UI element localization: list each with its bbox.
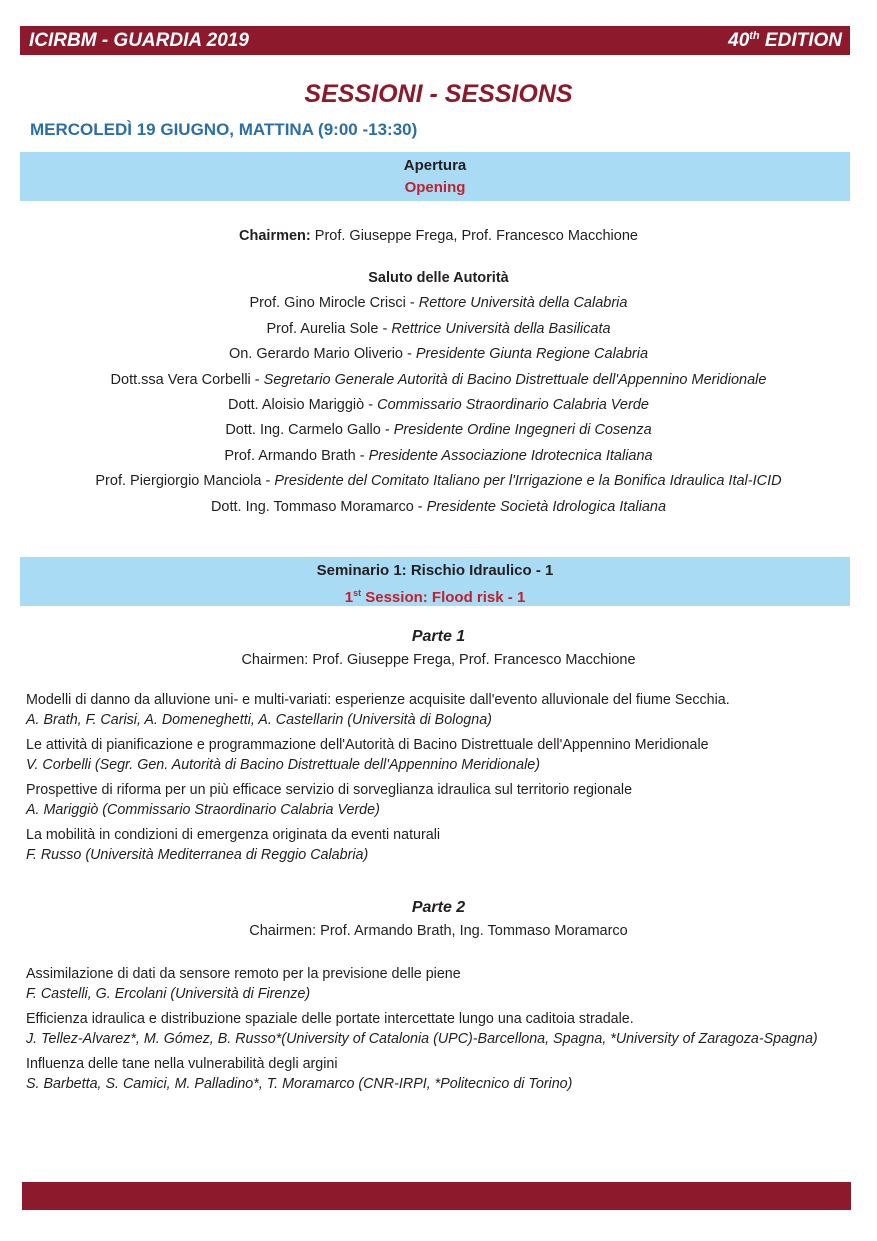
authority-item	[0, 495, 877, 520]
opening-title-it: Apertura	[403, 157, 467, 174]
authority-item	[0, 418, 877, 443]
authority-name: Prof. Aurelia Sole -	[266, 320, 392, 337]
edition-label: 40th EDITION	[728, 29, 842, 51]
talk-item	[26, 690, 856, 730]
authority-item	[0, 393, 877, 418]
authority-name: Dott. Aloisio Mariggiò -	[228, 396, 378, 413]
part2-talks	[26, 964, 856, 1099]
talk-title: Le attività di pianificazione e programmazione dell'Autorità di Bacino Distrettuale dell'Appennino Meridionale	[26, 737, 709, 753]
authority-role: Presidente Giunta Regione Calabria	[415, 346, 649, 363]
authorities-block	[0, 266, 877, 520]
talk-title: Efficienza idraulica e distribuzione spaziale delle portate intercettate lungo una caditoia stradale.	[26, 1011, 634, 1027]
authority-item	[0, 317, 877, 342]
talk-title: La mobilità in condizioni di emergenza originata da eventi naturali	[26, 827, 441, 843]
talk-item	[26, 1054, 856, 1094]
authority-item	[0, 444, 877, 469]
talk-item	[26, 964, 856, 1004]
authority-name: Prof. Piergiorgio Manciola -	[95, 473, 275, 490]
talk-authors: V. Corbelli (Segr. Gen. Autorità di Bacino Distrettuale dell'Appennino Meridionale)	[26, 757, 540, 773]
talk-title: Assimilazione di dati da sensore remoto per la previsione delle piene	[26, 966, 461, 982]
talk-authors: A. Mariggiò (Commissario Straordinario Calabria Verde)	[26, 802, 380, 818]
authority-role: Segretario Generale Autorità di Bacino Distrettuale dell'Appennino Meridionale	[263, 371, 767, 388]
opening-title-en: Opening	[404, 179, 466, 196]
authority-name: Dott. Ing. Carmelo Gallo -	[225, 422, 394, 439]
authority-name: Prof. Gino Mirocle Crisci -	[249, 295, 419, 312]
authority-role: Rettore Università della Calabria	[418, 295, 628, 312]
seminar-title-en: 1st Session: Flood risk - 1	[344, 588, 526, 606]
authority-role: Presidente del Comitato Italiano per l'Irrigazione e la Bonifica Idraulica Ital-ICID	[274, 473, 782, 490]
part1-chairs: Chairmen: Prof. Giuseppe Frega, Prof. Francesco Macchione	[241, 652, 636, 668]
part1-title: Parte 1	[411, 628, 466, 645]
authority-name: Dott.ssa Vera Corbelli -	[110, 371, 264, 388]
talk-authors: F. Castelli, G. Ercolani (Università di Firenze)	[26, 986, 311, 1002]
talk-authors: F. Russo (Università Mediterranea di Reggio Calabria)	[26, 847, 369, 863]
authority-role: Commissario Straordinario Calabria Verde	[377, 396, 649, 413]
part2-chairs: Chairmen: Prof. Armando Brath, Ing. Tommaso Moramarco	[249, 923, 628, 939]
authority-role: Rettrice Università della Basilicata	[391, 320, 611, 337]
authority-item	[0, 469, 877, 494]
talk-authors: S. Barbetta, S. Camici, M. Palladino*, T. Moramarco (CNR-IRPI, *Politecnico di Torino)	[26, 1076, 573, 1092]
authority-item	[0, 342, 877, 367]
talk-authors: J. Tellez-Alvarez*, M. Gómez, B. Russo*(University of Catalonia (UPC)-Barcellona, Spagna, *University of Zaragoza-Spagna)	[26, 1031, 818, 1047]
talk-title: Influenza delle tane nella vulnerabilità degli argini	[26, 1056, 338, 1072]
day-heading: MERCOLEDÌ 19 GIUGNO, MATTINA (9:00 -13:30)	[30, 120, 418, 139]
talk-authors: A. Brath, F. Carisi, A. Domeneghetti, A. Castellarin (Università di Bologna)	[26, 712, 492, 728]
authorities-list	[0, 291, 877, 520]
authority-role: Presidente Società Idrologica Italiana	[426, 498, 667, 515]
talk-title: Modelli di danno da alluvione uni- e multi-variati: esperienze acquisite dall'evento alluvionale del fiume Secchia.	[26, 692, 730, 708]
seminar-title-it: Seminario 1: Rischio Idraulico - 1	[316, 562, 554, 579]
talk-item	[26, 735, 856, 775]
part1-heading	[0, 624, 877, 671]
opening-chairs: Chairmen: Prof. Giuseppe Frega, Prof. Francesco Macchione	[239, 228, 638, 244]
authority-item	[0, 291, 877, 316]
footer-bar	[22, 1182, 851, 1210]
authority-role: Presidente Ordine Ingegneri di Cosenza	[393, 422, 652, 439]
part1-talks	[26, 690, 856, 870]
talk-title: Prospettive di riforma per un più efficace servizio di sorveglianza idraulica sul territorio regionale	[26, 782, 633, 798]
authority-name: On. Gerardo Mario Oliverio -	[228, 346, 416, 363]
talk-item	[26, 1009, 856, 1049]
part2-heading	[0, 895, 877, 942]
authority-name: Dott. Ing. Tommaso Moramarco -	[210, 498, 427, 515]
opening-band	[20, 152, 850, 201]
seminar-band	[20, 557, 850, 606]
header-bar	[20, 26, 850, 55]
page-title: SESSIONI - SESSIONS	[304, 80, 573, 108]
greetings-title: Saluto delle Autorità	[368, 270, 509, 286]
authority-item	[0, 368, 877, 393]
part2-title: Parte 2	[411, 899, 466, 916]
talk-item	[26, 780, 856, 820]
authority-name: Prof. Armando Brath -	[224, 447, 369, 464]
conference-name: ICIRBM - GUARDIA 2019	[29, 29, 249, 51]
talk-item	[26, 825, 856, 865]
authority-role: Presidente Associazione Idrotecnica Italiana	[368, 447, 653, 464]
